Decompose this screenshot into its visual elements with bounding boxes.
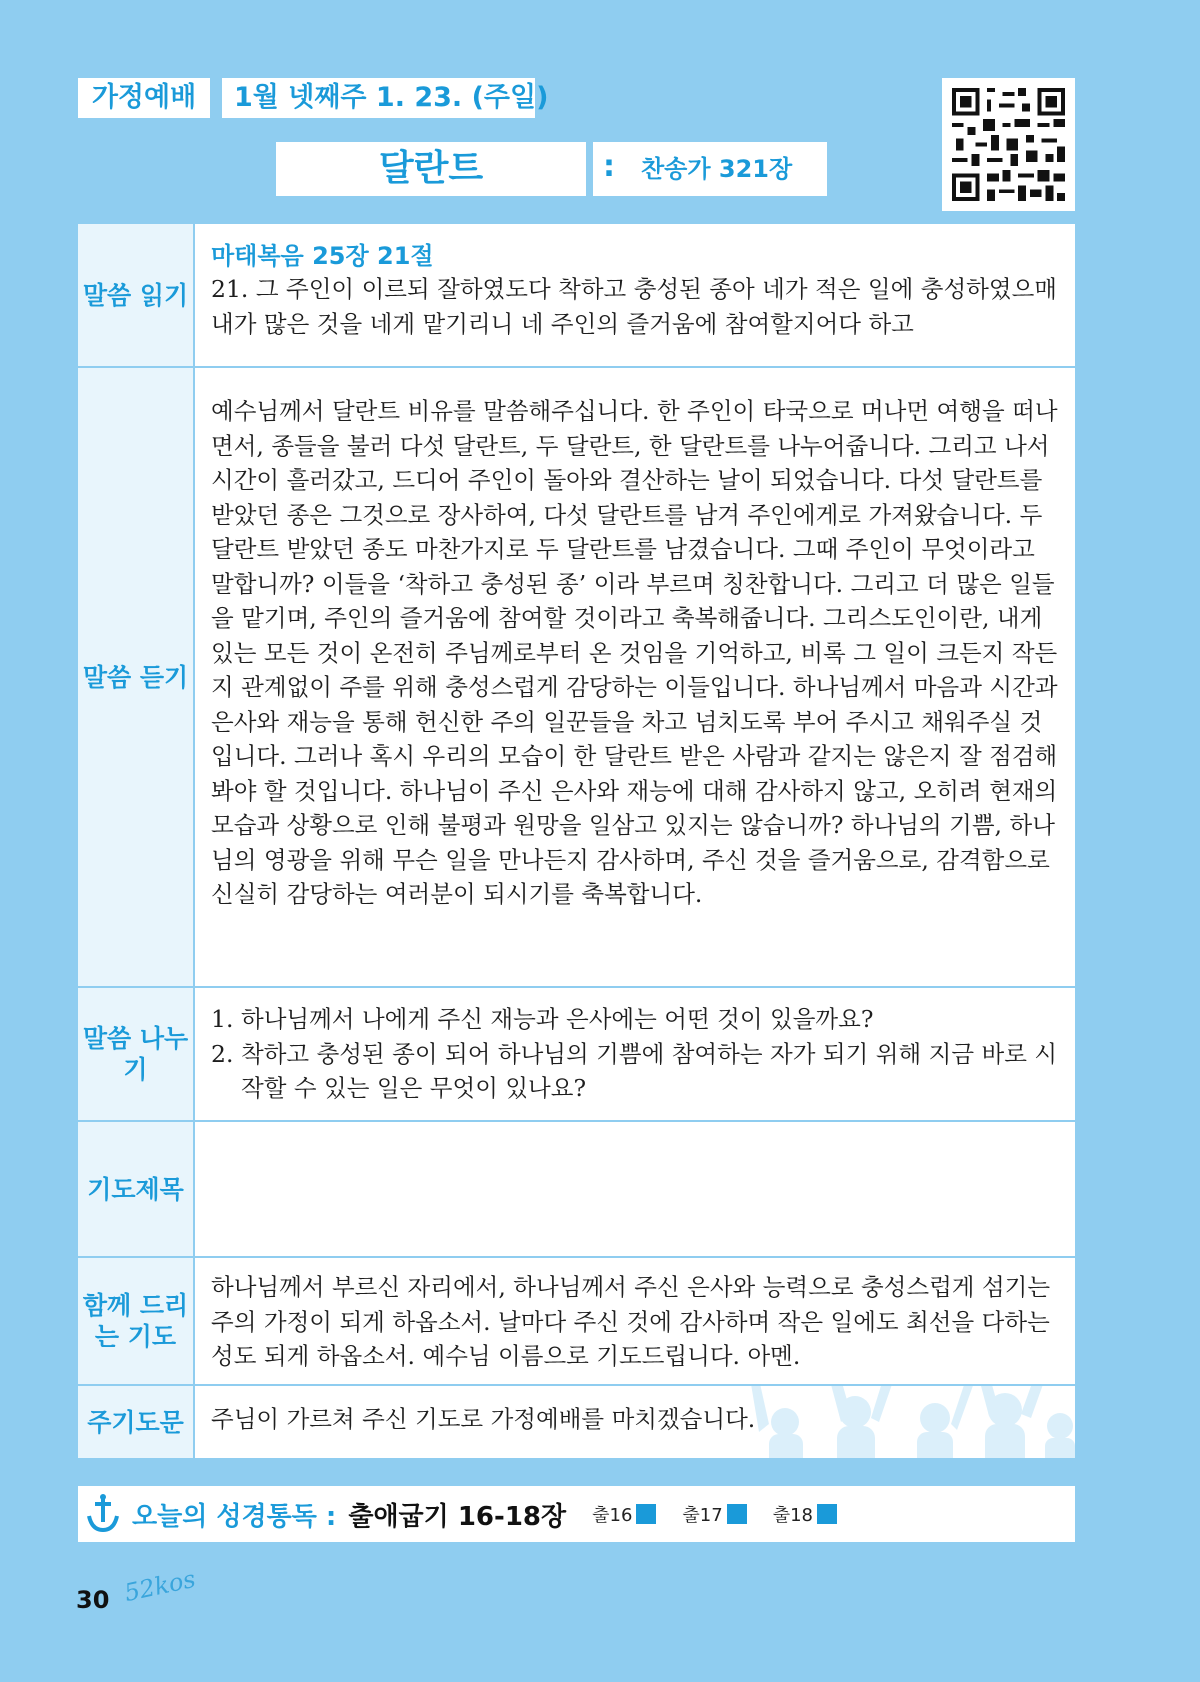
row-label: 말씀 읽기 bbox=[78, 224, 195, 366]
sermon-content bbox=[195, 368, 1075, 986]
question-text: 하나님께서 나에게 주신 재능과 은사에는 어떤 것이 있을까요? bbox=[241, 1005, 874, 1033]
cross-anchor-icon bbox=[86, 1494, 120, 1534]
reading-checkbox[interactable] bbox=[682, 1501, 746, 1527]
hymn-separator: : bbox=[603, 149, 615, 184]
worship-table bbox=[78, 224, 1075, 1458]
checkbox-square[interactable] bbox=[727, 1504, 747, 1524]
page-number: 30 bbox=[76, 1586, 110, 1614]
row-label: 기도제목 bbox=[78, 1122, 195, 1256]
discussion-content bbox=[195, 988, 1075, 1120]
reading-checkbox[interactable] bbox=[773, 1501, 837, 1527]
reading-value: 출애굽기 16-18장 bbox=[348, 1501, 567, 1532]
checkbox-label: 출16 bbox=[592, 1505, 633, 1526]
row-label: 말씀 나누기 bbox=[78, 988, 195, 1120]
checkbox-square[interactable] bbox=[817, 1504, 837, 1524]
question-text: 착하고 충성된 종이 되어 하나님의 기쁨에 참여하는 자가 되기 위해 지금 바로 시작할 수 있는 일은 무엇이 있나요? bbox=[241, 1039, 1058, 1102]
scripture-reference: 마태복음 25장 21절 bbox=[211, 242, 434, 270]
row-label: 말씀 듣기 bbox=[78, 368, 195, 986]
bible-reading-bar bbox=[78, 1486, 1075, 1542]
hymn-box bbox=[593, 142, 827, 196]
date-tag: 1월 넷째주 1. 23. (주일) bbox=[222, 78, 535, 118]
question-number: 2. bbox=[211, 1039, 234, 1068]
question-number: 1. bbox=[211, 1005, 234, 1033]
row-joint-prayer bbox=[78, 1256, 1075, 1384]
lords-prayer-content bbox=[195, 1386, 1075, 1458]
category-tag: 가정예배 bbox=[78, 78, 210, 118]
question-item bbox=[211, 1002, 1061, 1037]
row-discussion bbox=[78, 986, 1075, 1120]
row-label: 주기도문 bbox=[78, 1386, 195, 1458]
scripture-reading-content bbox=[195, 224, 1075, 366]
reading-label: 오늘의 성경통독 : bbox=[132, 1501, 337, 1532]
joint-prayer-content bbox=[195, 1258, 1075, 1384]
checkbox-square[interactable] bbox=[636, 1504, 656, 1524]
row-label: 함께 드리는 기도 bbox=[78, 1258, 195, 1384]
checkbox-label: 출18 bbox=[772, 1505, 814, 1526]
hymn-label: 찬송가 321장 bbox=[641, 155, 793, 183]
publisher-logo: 52kos bbox=[121, 1564, 198, 1608]
prayer-topics-field[interactable] bbox=[195, 1122, 1075, 1256]
page-title: 달란트 bbox=[276, 142, 586, 196]
row-sermon bbox=[78, 366, 1075, 986]
checkbox-label: 출17 bbox=[682, 1505, 723, 1526]
row-prayer-topics bbox=[78, 1120, 1075, 1256]
reading-checkbox[interactable] bbox=[592, 1501, 656, 1527]
joint-prayer-text: 하나님께서 부르신 자리에서, 하나님께서 주신 은사와 능력으로 충성스럽게 섬기는 주의 가정이 되게 하옵소서. 날마다 주신 것에 감사하며 작은 일에도 최선을 다하는 성도 되게 하옵소서. 예수님 이름으로 기도드립니다. 아멘. bbox=[211, 1273, 1051, 1370]
question-item bbox=[211, 1037, 1061, 1106]
row-lords-prayer bbox=[78, 1384, 1075, 1458]
scripture-text: 21. 그 주인이 이르되 잘하였도다 착하고 충성된 종아 네가 적은 일에 충성하였으매 내가 많은 것을 네게 맡기리니 네 주인의 즐거움에 참여할지어다 하고 bbox=[211, 275, 1057, 338]
row-scripture-reading bbox=[78, 224, 1075, 366]
sermon-text: 예수님께서 달란트 비유를 말씀해주십니다. 한 주인이 타국으로 머나먼 여행을 떠나면서, 종들을 불러 다섯 달란트, 두 달란트, 한 달란트를 나누어줍니다. 그리고 나서 시간이 흘러갔고, 드디어 주인이 돌아와 결산하는 날이 되었습니다. 다섯 달란트를 받았던 종은 그것으로 장사하여, 다섯 달란트를 남겨 주인에게로 가져왔습니다. 두 달란트 받았던 종도 마찬가지로 두 달란트를 남겼습니다. 그때 주인이 무엇이라고 말합니까? 이들을 ‘착하고 충성된 종’ 이라 부르며 칭찬합니다. 그리고 더 많은 일들을 맡기며, 주인의 즐거움에 참여할 것이라고 축복해줍니다. 그리스도인이란, 내게 있는 모든 것이 온전히 주님께로부터 온 것임을 기억하고, 비록 그 일이 크든지 작든지 관계없이 주를 위해 충성스럽게 감당하는 이들입니다. 하나님께서 마음과 시간과 은사와 재능을 통해 헌신한 주의 일꾼들을 차고 넘치도록 부어 주시고 채워주실 것입니다. 그러나 혹시 우리의 모습이 한 달란트 받은 사람과 같지는 않은지 잘 점검해봐야 할 것입니다. 하나님이 주신 은사와 재능에 대해 감사하지 않고, 오히려 현재의 모습과 상황으로 인해 불평과 원망을 일삼고 있지는 않습니까? 하나님의 기쁨, 하나님의 영광을 위해 무슨 일을 만나든지 감사하며, 주신 것을 즐거움으로, 감격함으로 신실히 감당하는 여러분이 되시기를 축복합니다. bbox=[211, 397, 1058, 908]
lords-prayer-text: 주님이 가르쳐 주신 기도로 가정예배를 마치겠습니다. bbox=[211, 1405, 756, 1433]
qr-code-icon[interactable] bbox=[942, 78, 1075, 211]
